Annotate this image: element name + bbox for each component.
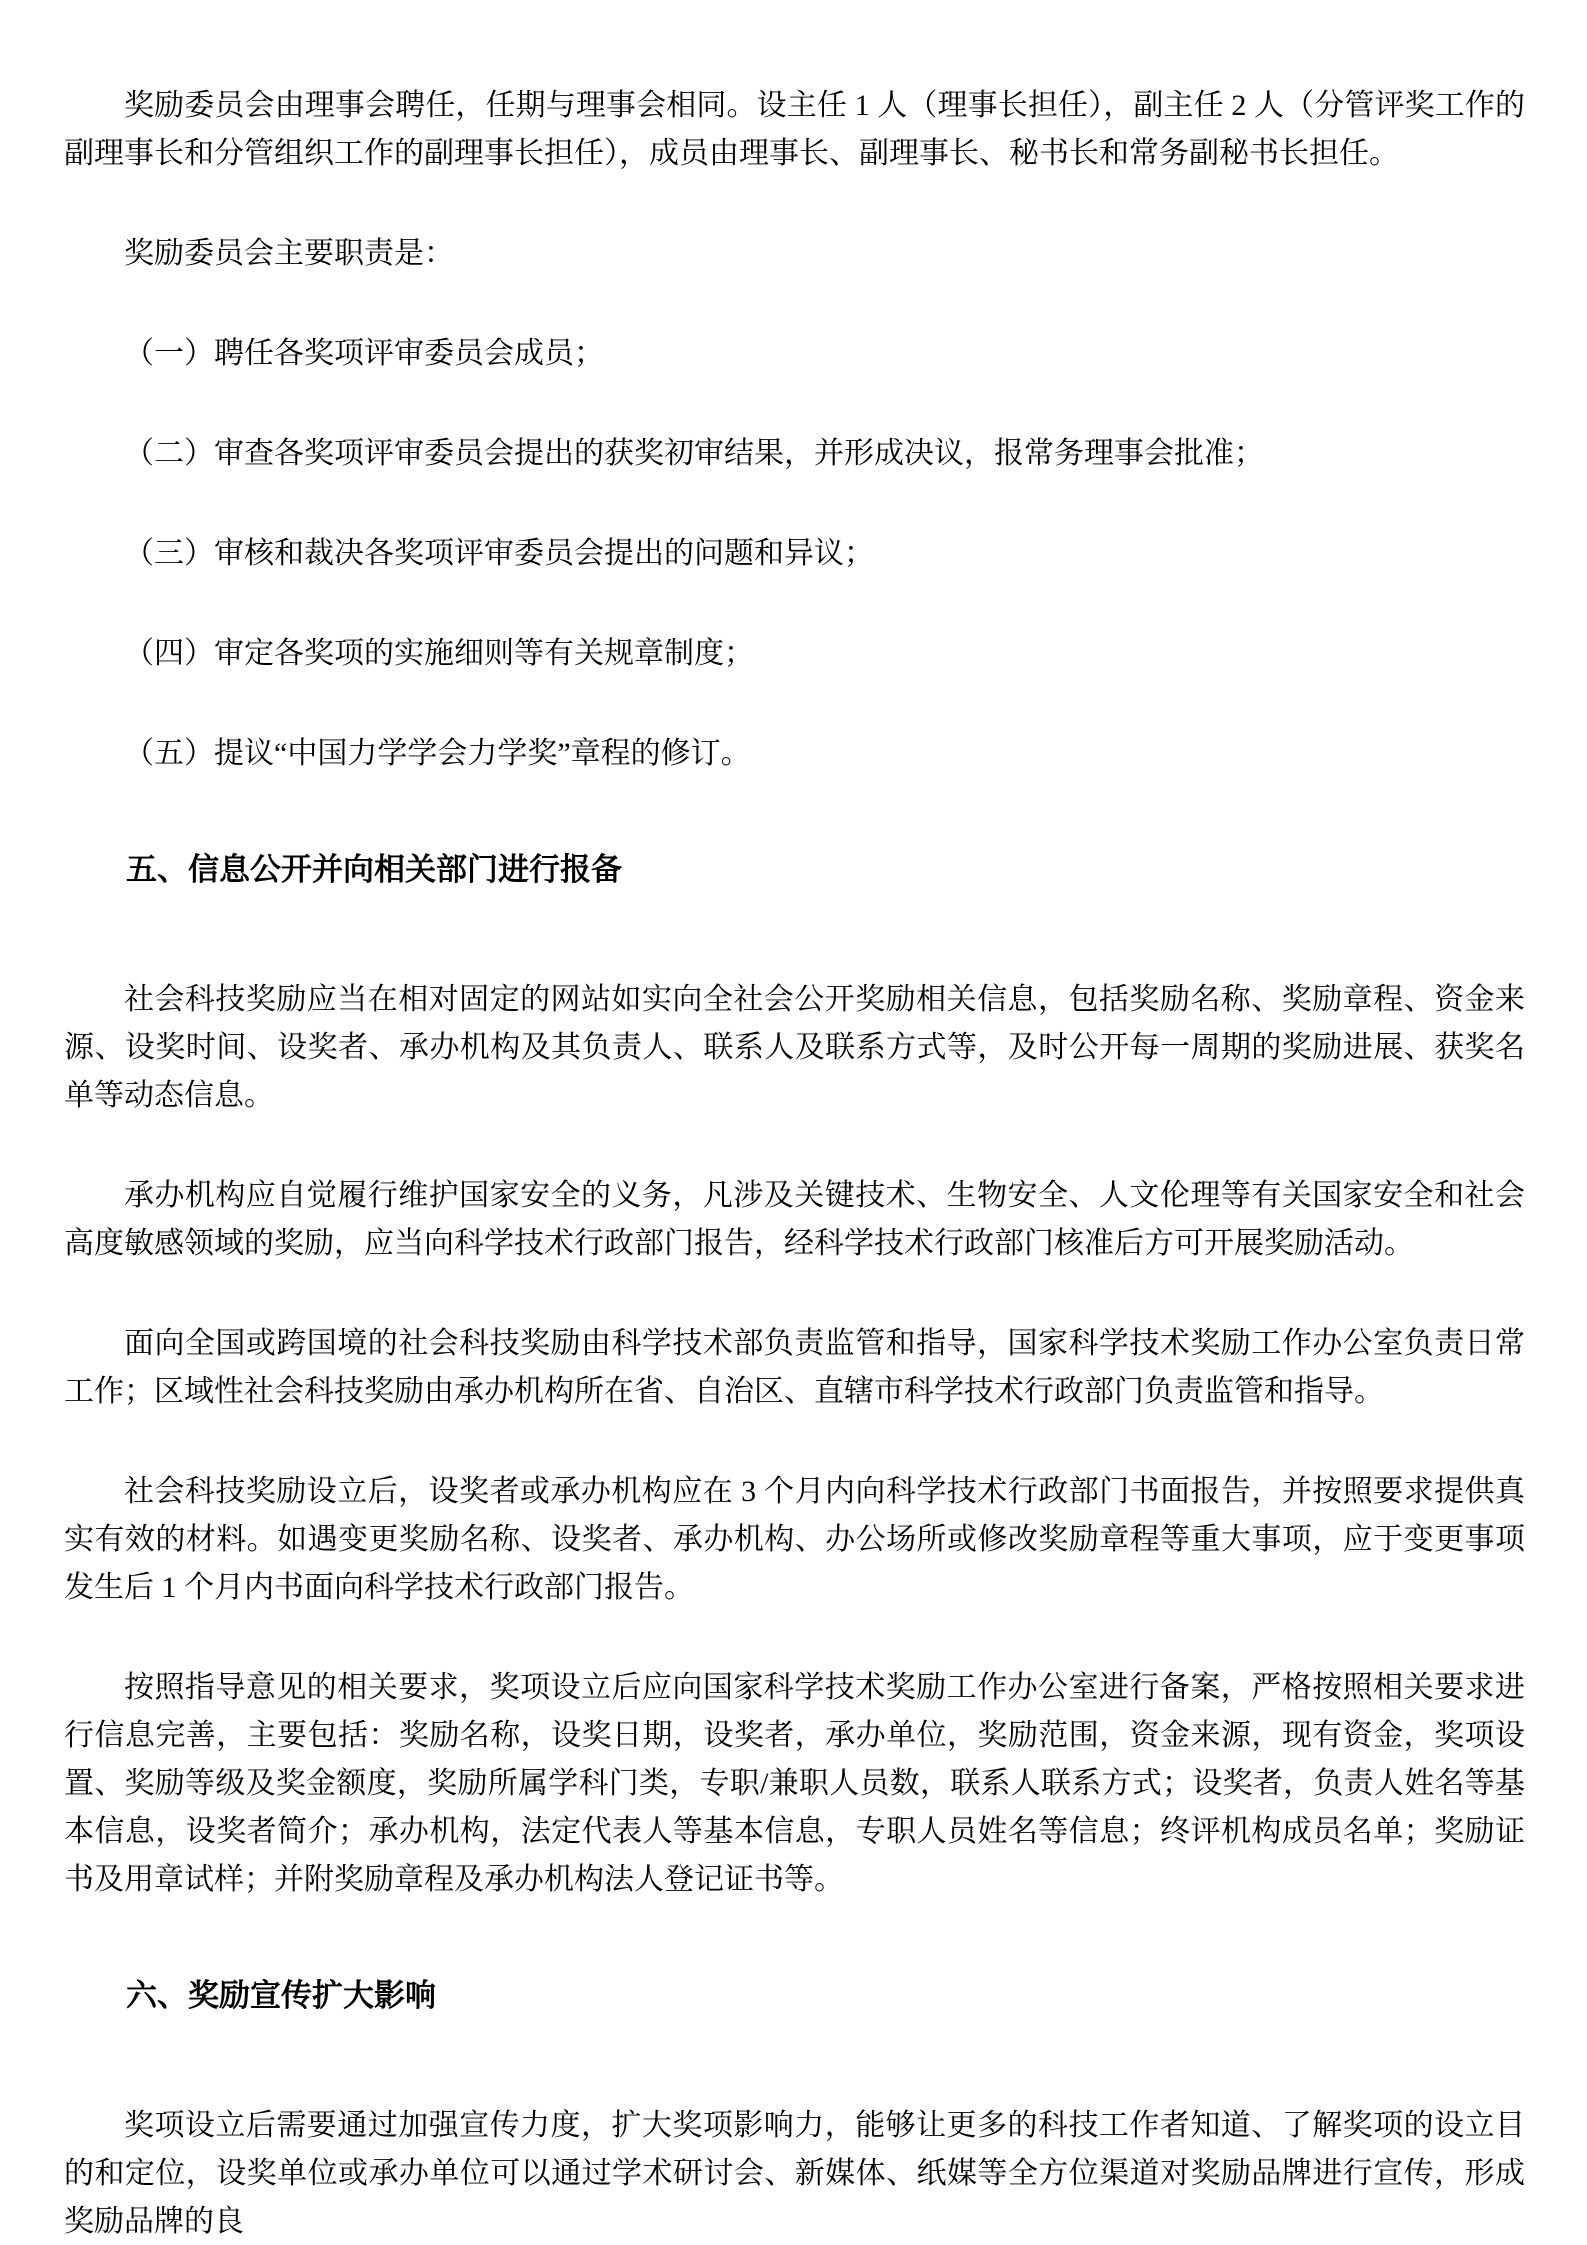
body-paragraph: （四）审定各奖项的实施细则等有关规章制度； [124, 637, 754, 670]
section-heading: 五、信息公开并向相关部门进行报备 [126, 852, 622, 887]
body-paragraph: （二）审查各奖项评审委员会提出的获奖初审结果，并形成决议，报常务理事会批准； [124, 437, 1264, 470]
body-paragraph: 社会科技奖励设立后，设奖者或承办机构应在 3 个月内向科学技术行政部门书面报告，并按照要求提供真实有效的材料。如遇变更奖励名称、设奖者、承办机构、办公场所或修改奖励章程等重大事项，应于变更事项发生后 1 个月内书面向科学技术行政部门报告。 [64, 1475, 1525, 1604]
body-paragraph: 奖励委员会主要职责是： [124, 237, 454, 270]
body-paragraph: 面向全国或跨国境的社会科技奖励由科学技术部负责监管和指导，国家科学技术奖励工作办公室负责日常工作；区域性社会科技奖励由承办机构所在省、自治区、直辖市科学技术行政部门负责监管和指导。 [64, 1327, 1525, 1408]
body-paragraph: 承办机构应自觉履行维护国家安全的义务，凡涉及关键技术、生物安全、人文伦理等有关国家安全和社会高度敏感领域的奖励，应当向科学技术行政部门报告，经科学技术行政部门核准后方可开展奖励活动。 [64, 1179, 1525, 1260]
body-paragraph: （三）审核和裁决各奖项评审委员会提出的问题和异议； [124, 537, 874, 570]
document-text-body [64, 82, 1525, 2245]
body-paragraph: （五）提议“中国力学学会力学奖”章程的修订。 [124, 737, 751, 770]
body-paragraph: 奖励委员会由理事会聘任，任期与理事会相同。设主任 1 人（理事长担任），副主任 2 人（分管评奖工作的副理事长和分管组织工作的副理事长担任），成员由理事长、副理事长、秘书长和常务副秘书长担任。 [64, 89, 1525, 170]
body-paragraph: 奖项设立后需要通过加强宣传力度，扩大奖项影响力，能够让更多的科技工作者知道、了解奖项的设立目的和定位，设奖单位或承办单位可以通过学术研讨会、新媒体、纸媒等全方位渠道对奖励品牌进行宣传，形成奖励品牌的良 [64, 2109, 1525, 2238]
body-paragraph: （一）聘任各奖项评审委员会成员； [124, 337, 604, 370]
body-paragraph: 社会科技奖励应当在相对固定的网站如实向全社会公开奖励相关信息，包括奖励名称、奖励章程、资金来源、设奖时间、设奖者、承办机构及其负责人、联系人及联系方式等，及时公开每一周期的奖励进展、获奖名单等动态信息。 [64, 983, 1525, 1112]
body-paragraph: 按照指导意见的相关要求，奖项设立后应向国家科学技术奖励工作办公室进行备案，严格按照相关要求进行信息完善，主要包括：奖励名称，设奖日期，设奖者，承办单位，奖励范围，资金来源，现有资金，奖项设置、奖励等级及奖金额度，奖励所属学科门类，专职/兼职人员数，联系人联系方式；设奖者，负责人姓名等基本信息，设奖者简介；承办机构，法定代表人等基本信息，专职人员姓名等信息；终评机构成员名单；奖励证书及用章试样；并附奖励章程及承办机构法人登记证书等。 [64, 1671, 1525, 1896]
section-heading: 六、奖励宣传扩大影响 [126, 1978, 436, 2013]
